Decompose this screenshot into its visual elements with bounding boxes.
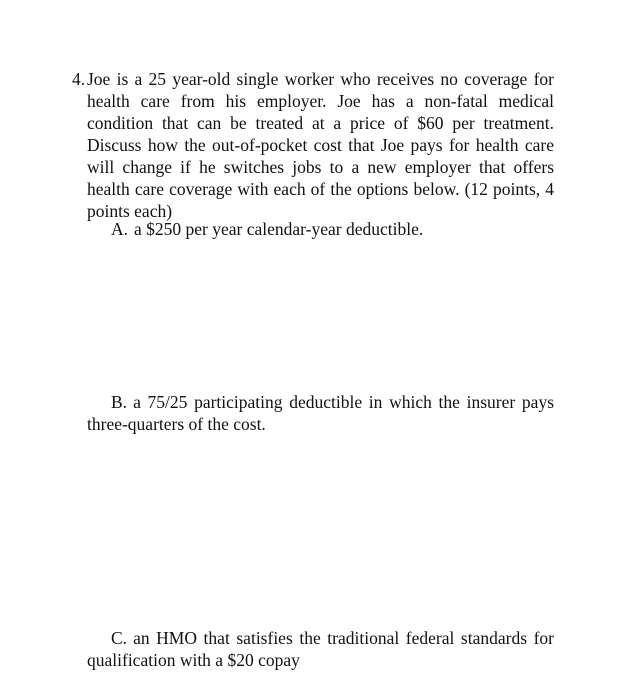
question-number: 4. [72, 69, 86, 89]
part-b-label: B. [111, 392, 128, 412]
part-b-text: a 75/25 participating deductible in which the insurer pays three-quarters of the cost. [87, 392, 554, 434]
part-a-text: a $250 per year calendar-year deductible. [134, 219, 424, 239]
question-4 [66, 68, 554, 222]
part-c-label: C. [111, 628, 128, 648]
part-b [87, 391, 554, 435]
part-a [87, 218, 554, 240]
part-c [87, 627, 554, 671]
question-text: Joe is a 25 year-old single worker who receives no coverage for health care from his employer. Joe has a non-fatal medical condition that can be treated at a price of $60 per treatment. Discuss how the out-of-pocket cost that Joe pays for health care will change if he switches jobs to a new employer that offers health care coverage with each of the options below. (12 points, 4 points each) [87, 69, 554, 221]
part-c-text: an HMO that satisfies the traditional federal standards for qualification with a $20 copay [87, 628, 554, 670]
part-a-label: A. [111, 219, 129, 239]
